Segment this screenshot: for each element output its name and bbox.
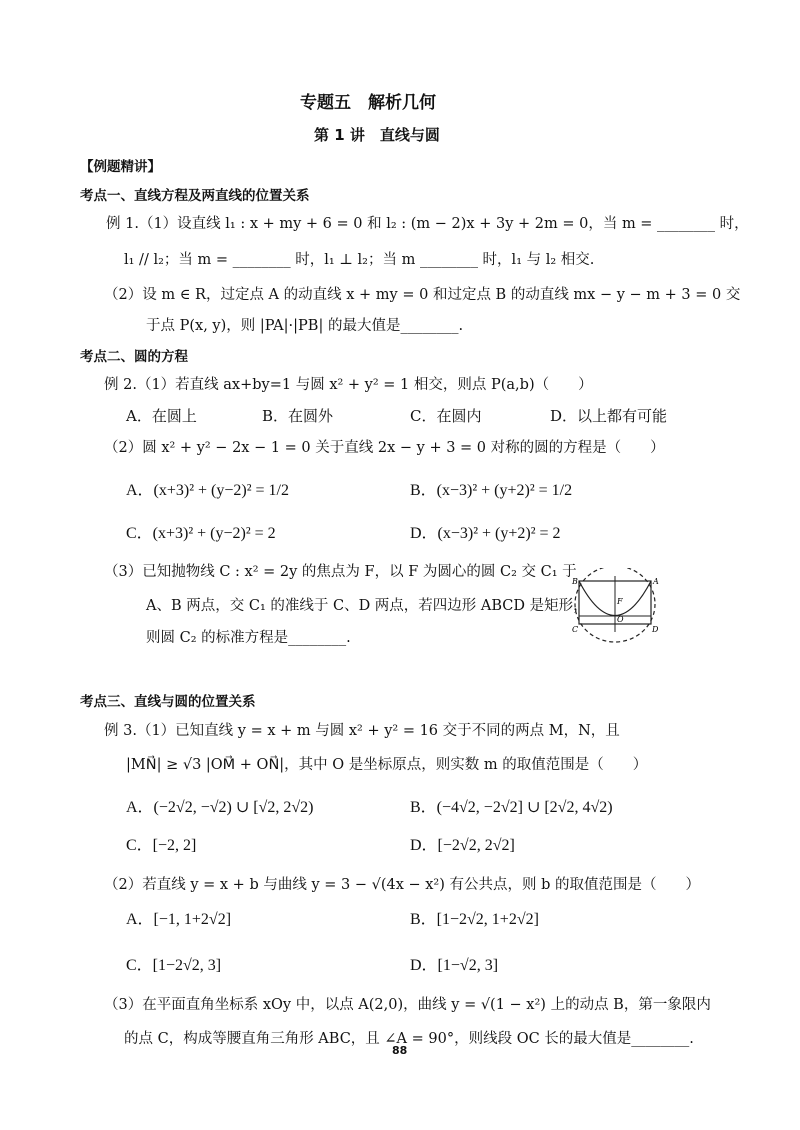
ex2-p2-option-b: B．(x−3)² + (y+2)² = 1/2 <box>410 482 573 499</box>
ex1-p1-line1: 例 1.（1）设直线 l₁ : x + my + 6 = 0 和 l₂ : (m − 2)x + 3y + 2m = 0，当 m = ________ 时， <box>106 216 749 232</box>
ex3-p2-option-d: D．[1−√2, 3] <box>410 957 499 974</box>
ex3-p3-line1: （3）在平面直角坐标系 xOy 中，以点 A(2,0)，曲线 y = √(1 − x²) 上的动点 B，第一象限内 <box>104 997 711 1013</box>
ex3-p1-option-c: C．[−2, 2] <box>126 837 197 854</box>
ex2-p2: （2）圆 x² + y² − 2x − 1 = 0 关于直线 2x − y + 3 = 0 对称的圆的方程是（ ） <box>104 440 665 456</box>
ex3-p2-option-c: C．[1−2√2, 3] <box>126 957 222 974</box>
ex1-p1-line2: l₁ // l₂；当 m = ________ 时，l₁ ⊥ l₂；当 m ________ 时，l₁ 与 l₂ 相交. <box>124 252 595 268</box>
ex2-p1: 例 2.（1）若直线 ax+by=1 与圆 x² + y² = 1 相交，则点 P(a,b)（ ） <box>104 377 593 393</box>
ex3-p1-option-d: D．[−2√2, 2√2] <box>410 837 515 854</box>
ex2-p1-option-c: C．在圆内 <box>410 407 482 425</box>
topic-3-heading: 考点三、直线与圆的位置关系 <box>80 694 256 710</box>
label-b: B <box>572 577 578 586</box>
ex3-p1-option-a: A．(−2√2, −√2) ∪ [√2, 2√2) <box>126 799 314 816</box>
ex2-p1-option-a: A．在圆上 <box>126 407 197 425</box>
ex1-p2-line1: （2）设 m ∈ R，过定点 A 的动直线 x + my = 0 和过定点 B 的动直线 mx − y − m + 3 = 0 交 <box>104 287 741 303</box>
section-label: 【例题精讲】 <box>80 159 161 175</box>
label-a: A <box>653 577 659 586</box>
ex2-p3-line3: 则圆 C₂ 的标准方程是________. <box>146 630 351 646</box>
ex1-p2-line2: 于点 P(x, y)，则 |PA|·|PB| 的最大值是________. <box>146 318 464 334</box>
ex2-p2-option-d: D．(x−3)² + (y+2)² = 2 <box>410 525 561 542</box>
ex2-p3-line2: A、B 两点，交 C₁ 的准线于 C、D 两点，若四边形 ABCD 是矩形， <box>146 598 588 614</box>
ex3-p1-option-b: B．(−4√2, −2√2] ∪ [2√2, 4√2) <box>410 799 613 816</box>
label-d: D <box>652 625 659 634</box>
label-o: O <box>617 615 624 624</box>
ex2-p3-line1: （3）已知抛物线 C : x² = 2y 的焦点为 F，以 F 为圆心的圆 C₂ 交 C₁ 于 <box>104 564 577 580</box>
ex2-p2-option-a: A．(x+3)² + (y−2)² = 1/2 <box>126 482 290 499</box>
page-title: 专题五 解析几何 <box>300 93 436 113</box>
ex3-p2: （2）若直线 y = x + b 与曲线 y = 3 − √(4x − x²) 有公共点，则 b 的取值范围是（ ） <box>104 877 701 893</box>
ex3-p2-option-a: A．[−1, 1+2√2] <box>126 911 232 928</box>
ex2-p1-option-b: B．在圆外 <box>262 407 334 425</box>
ex3-p3-line2: 的点 C，构成等腰直角三角形 ABC，且 ∠A = 90°，则线段 OC 长的最大值是________. <box>124 1031 694 1047</box>
ex3-p1-line1: 例 3.（1）已知直线 y = x + m 与圆 x² + y² = 16 交于不同的两点 M，N，且 <box>104 723 620 739</box>
label-c: C <box>572 625 579 634</box>
topic-2-heading: 考点二、圆的方程 <box>80 349 188 365</box>
page-number: 88 <box>392 1044 408 1057</box>
topic-1-heading: 考点一、直线方程及两直线的位置关系 <box>80 188 310 204</box>
ex3-p1-line2: |MN⃗| ≥ √3 |OM⃗ + ON⃗|，其中 O 是坐标原点，则实数 m 的取值范围是（ ） <box>126 757 648 773</box>
ex2-p2-option-c: C．(x+3)² + (y−2)² = 2 <box>126 525 276 542</box>
circle-parabola-figure <box>570 568 662 648</box>
ex2-p1-option-d: D．以上都有可能 <box>550 407 668 425</box>
label-f: F <box>617 597 623 606</box>
ex3-p2-option-b: B．[1−2√2, 1+2√2] <box>410 911 539 928</box>
page-subtitle: 第 1 讲 直线与圆 <box>314 126 440 144</box>
